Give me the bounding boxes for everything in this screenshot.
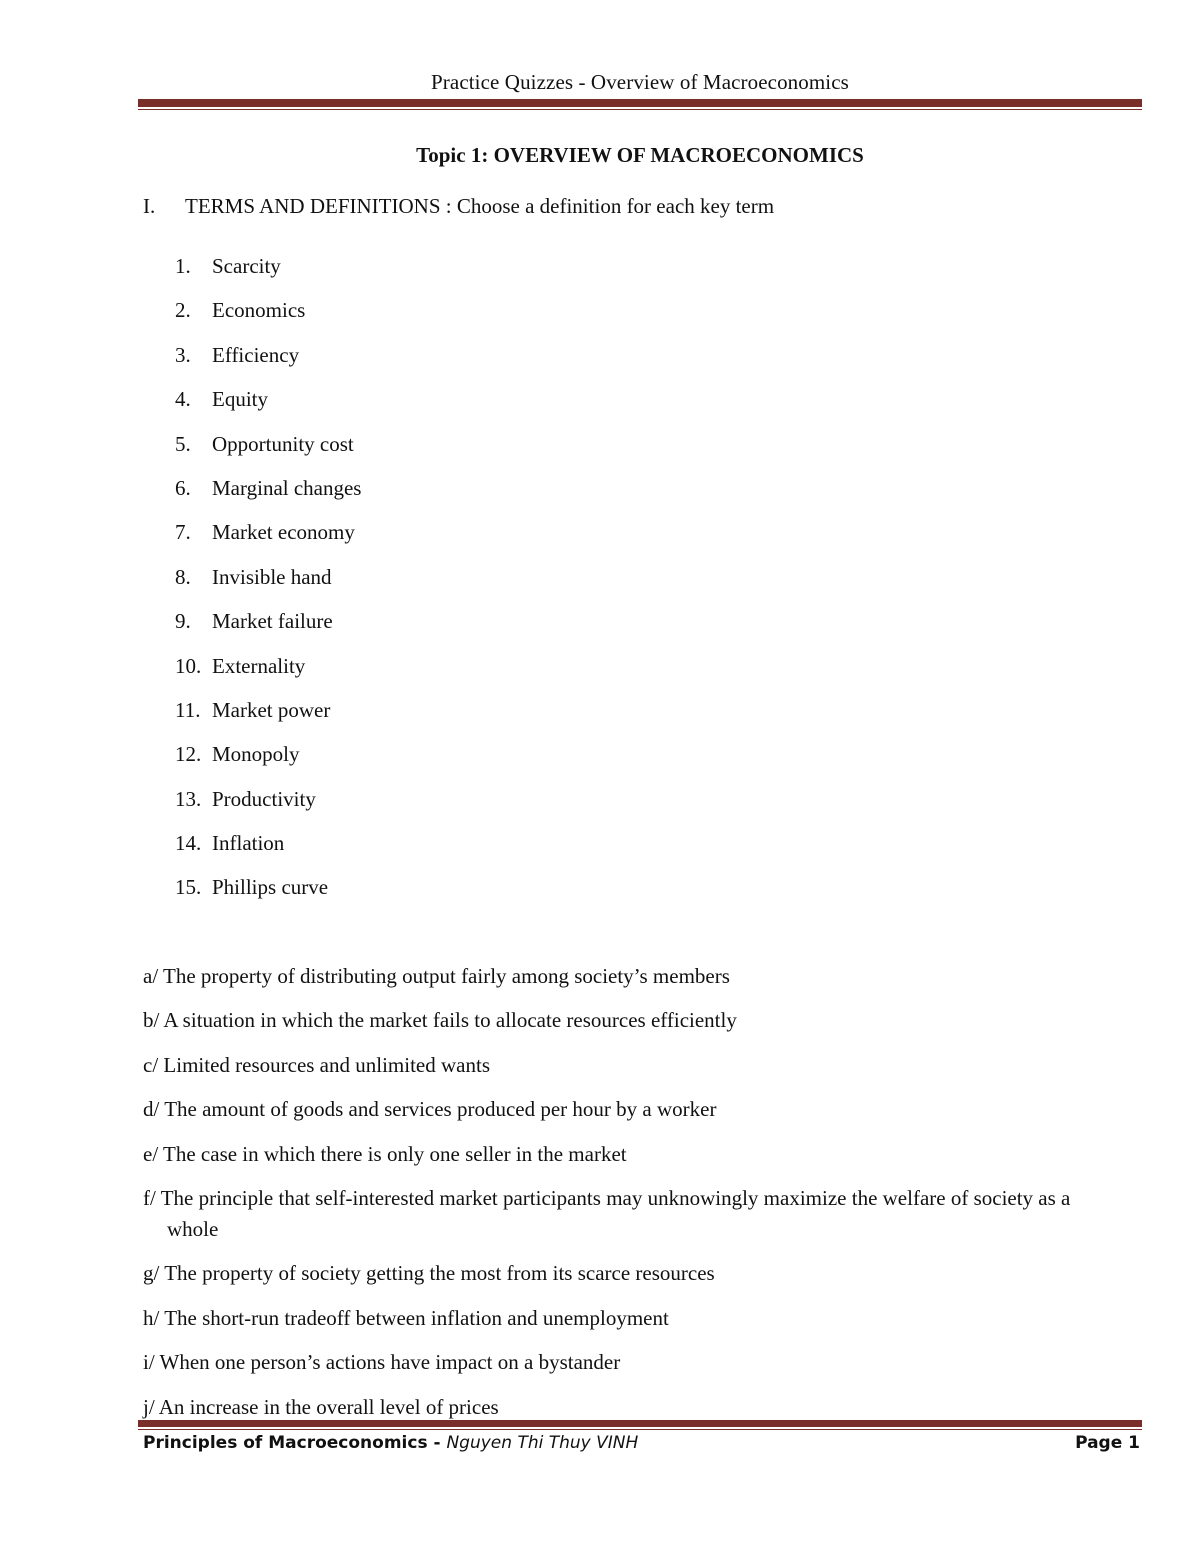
term-text: Market economy [212,520,355,545]
definition-item: j/ An increase in the overall level of prices [143,1394,499,1419]
definition-item: a/ The property of distributing output fairly among society’s members [143,964,730,988]
section-number: I. [143,194,156,218]
header-rule-thin [138,109,1142,110]
footer-credit [143,1433,638,1453]
running-header: Practice Quizzes - Overview of Macroeconomics [431,70,849,94]
term-number: 12. [175,742,202,767]
definition-item: g/ The property of society getting the most from its scarce resources [143,1261,715,1286]
term-item [175,654,361,698]
header-rule [138,99,1142,107]
term-text: Productivity [212,786,316,811]
term-text: Market failure [212,609,333,634]
term-text: Market power [212,697,331,722]
term-item [175,476,361,520]
definition-item: c/ Limited resources and unlimited wants [143,1052,490,1077]
page-footer [143,1433,1140,1453]
footer-author: Nguyen Thi Thuy VINH [446,1433,639,1453]
term-item [175,387,361,431]
term-text: Phillips curve [212,875,329,900]
term-item [175,565,361,609]
term-item [175,254,361,298]
term-item [175,432,361,476]
term-item [175,698,361,742]
term-text: Economics [212,298,306,323]
definition-item: d/ The amount of goods and services produced per hour by a worker [143,1097,717,1122]
term-number: 13. [175,786,202,811]
footer-course: Principles of Macroeconomics - [143,1433,447,1453]
term-text: Invisible hand [212,564,332,589]
section-heading [143,194,774,219]
definition-item: i/ When one person’s actions have impact on a bystander [143,1350,621,1375]
term-text: Marginal changes [212,475,362,500]
term-number: 7. [175,520,191,545]
term-number: 10. [175,653,202,678]
term-item [175,520,361,564]
term-text: Opportunity cost [212,431,354,456]
section-heading-text: TERMS AND DEFINITIONS : Choose a definition for each key term [185,194,775,218]
term-number: 8. [175,564,191,589]
term-number: 4. [175,387,191,412]
term-item [175,875,361,919]
term-item [175,343,361,387]
term-text: Externality [212,653,306,678]
term-number: 15. [175,875,202,900]
term-number: 1. [175,254,191,278]
term-item [175,298,361,342]
footer-rule [138,1420,1142,1427]
term-item [175,787,361,831]
term-number: 14. [175,831,202,856]
definitions-list [143,961,1103,1436]
term-item [175,742,361,786]
topic-title: Topic 1: OVERVIEW OF MACROECONOMICS [416,143,864,167]
term-number: 3. [175,342,191,367]
term-number: 6. [175,475,191,500]
term-text: Efficiency [212,342,300,367]
definition-item: b/ A situation in which the market fails to allocate resources efficiently [143,1008,737,1033]
term-text: Inflation [212,831,285,856]
footer-rule-thin [138,1429,1142,1430]
definition-item: e/ The case in which there is only one seller in the market [143,1141,627,1166]
definition-item: h/ The short-run tradeoff between inflation and unemployment [143,1305,669,1330]
definition-item: f/ The principle that self-interested market participants may unknowingly maximize the welfare of society as a whole [143,1185,1071,1241]
term-number: 2. [175,298,191,323]
term-item [175,609,361,653]
term-number: 11. [175,697,201,722]
term-text: Scarcity [212,254,281,278]
term-number: 5. [175,431,191,456]
term-text: Monopoly [212,742,300,767]
term-text: Equity [212,387,268,412]
terms-list [175,254,361,920]
term-number: 9. [175,609,191,634]
page-number: Page 1 [1075,1433,1140,1453]
term-item [175,831,361,875]
